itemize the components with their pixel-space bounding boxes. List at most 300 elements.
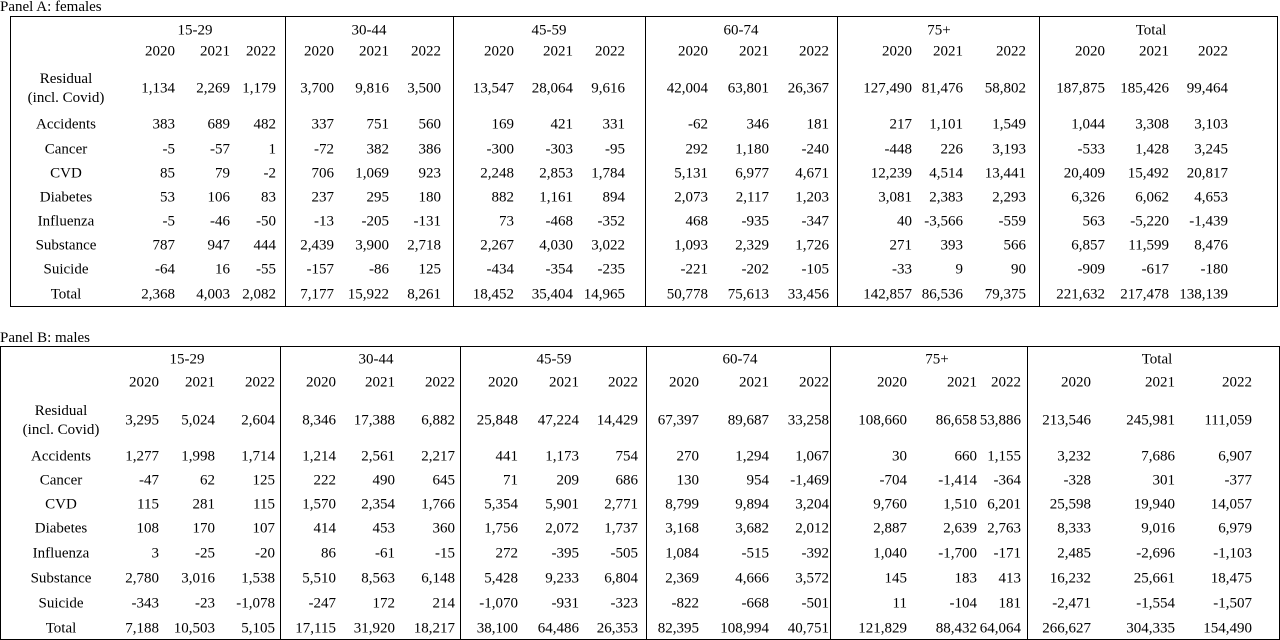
table-cell: -1,414: [938, 472, 977, 489]
table-cell: -617: [1141, 261, 1169, 278]
table-cell: -171: [993, 545, 1021, 562]
table-cell: 31,920: [353, 620, 395, 637]
table-cell: 1,538: [241, 570, 275, 587]
table-cell: 85: [160, 165, 175, 182]
table-cell: 1,510: [943, 496, 977, 513]
table-cell: -505: [610, 545, 638, 562]
table-cell: 13,547: [472, 80, 514, 97]
table-cell: 2,485: [1057, 545, 1091, 562]
table-cell: -909: [1077, 261, 1105, 278]
table-cell: -668: [741, 595, 769, 612]
table-cell: 1,161: [539, 189, 573, 206]
year-header: 2022: [799, 43, 829, 60]
table-cell: 1,093: [674, 237, 708, 254]
table-cell: 706: [311, 165, 334, 182]
table-cell: 3,682: [735, 520, 769, 537]
table-cell: 28,064: [531, 80, 573, 97]
table-cell: 1,714: [241, 448, 275, 465]
table-cell: 1,044: [1071, 116, 1105, 133]
table-cell: 3: [151, 545, 159, 562]
table-cell: 1,570: [302, 496, 336, 513]
table-cell: -61: [375, 545, 395, 562]
table-cell: 5,131: [674, 165, 708, 182]
age-group-header: 30-44: [351, 22, 387, 39]
table-cell: 1,155: [987, 448, 1021, 465]
group-divider: [646, 347, 647, 639]
table-cell: 40: [897, 213, 912, 230]
table-cell: 3,016: [181, 570, 215, 587]
table-cell: 1,134: [141, 80, 175, 97]
table-cell: 2,369: [665, 570, 699, 587]
table-cell: -1,439: [1189, 213, 1228, 230]
table-cell: 295: [366, 189, 389, 206]
table-cell: 6,062: [1135, 189, 1169, 206]
table-cell: 145: [884, 570, 907, 587]
table-cell: 271: [889, 237, 912, 254]
table-cell: 3,204: [795, 496, 829, 513]
table-cell: 4,030: [539, 237, 573, 254]
table-cell: -13: [314, 213, 334, 230]
table-cell: 1,067: [795, 448, 829, 465]
table-cell: 1,173: [545, 448, 579, 465]
row-label: Residual (incl. Covid): [22, 403, 100, 438]
table-cell: 154,490: [1203, 620, 1252, 637]
table-cell: 221,632: [1056, 286, 1105, 303]
row-label: Substance: [35, 237, 97, 254]
table-cell: 214: [432, 595, 455, 612]
year-header: 2021: [933, 43, 963, 60]
table-cell: 6,201: [987, 496, 1021, 513]
table-cell: 3,572: [795, 570, 829, 587]
table-cell: 3,081: [878, 189, 912, 206]
table-cell: 6,857: [1071, 237, 1105, 254]
table-cell: 1,277: [125, 448, 159, 465]
table-cell: 7,686: [1141, 448, 1175, 465]
table-cell: -343: [131, 595, 159, 612]
table-cell: 47,224: [537, 412, 579, 429]
table-cell: 20,817: [1186, 165, 1228, 182]
table-cell: -180: [1200, 261, 1228, 278]
table-cell: 181: [806, 116, 829, 133]
table-cell: 62: [200, 472, 215, 489]
table-cell: 108,660: [858, 412, 907, 429]
table-cell: 10,503: [173, 620, 215, 637]
table-cell: 2,887: [873, 520, 907, 537]
table-cell: -1,554: [1136, 595, 1175, 612]
table-cell: 71: [503, 472, 518, 489]
table-cell: 1,180: [735, 141, 769, 158]
table-cell: -931: [551, 595, 579, 612]
row-label: Accidents: [31, 448, 91, 465]
table-cell: 686: [615, 472, 638, 489]
age-group-header: 75+: [925, 351, 949, 368]
table-cell: 9,616: [591, 80, 625, 97]
table-cell: 121,829: [858, 620, 907, 637]
group-divider: [453, 17, 454, 306]
table-cell: 3,022: [591, 237, 625, 254]
table-cell: 125: [252, 472, 275, 489]
table-cell: -2: [263, 165, 276, 182]
table-cell: -131: [413, 213, 441, 230]
table-cell: 5,354: [484, 496, 518, 513]
table-cell: -1,103: [1213, 545, 1252, 562]
table-cell: 12,239: [870, 165, 912, 182]
table-cell: 9,016: [1141, 520, 1175, 537]
table-cell: 213,546: [1042, 412, 1091, 429]
table-cell: 1,428: [1135, 141, 1169, 158]
table-cell: 25,598: [1049, 496, 1091, 513]
year-header: 2020: [306, 374, 336, 391]
table-cell: 560: [418, 116, 441, 133]
table-cell: 2,604: [241, 412, 275, 429]
table-cell: 2,439: [300, 237, 334, 254]
table-cell: 894: [602, 189, 625, 206]
table-cell: 2,763: [987, 520, 1021, 537]
table-cell: -935: [741, 213, 769, 230]
table-cell: 337: [311, 116, 334, 133]
table-cell: 331: [602, 116, 625, 133]
table-cell: 16: [215, 261, 230, 278]
year-header: 2020: [678, 43, 708, 60]
table-cell: 8,346: [302, 412, 336, 429]
year-header: 2022: [991, 374, 1021, 391]
table-cell: 19,940: [1133, 496, 1175, 513]
age-group-header: 60-74: [722, 351, 758, 368]
table-cell: 9,233: [545, 570, 579, 587]
age-group-header: 60-74: [723, 22, 759, 39]
table-cell: 79: [215, 165, 230, 182]
year-header: 2020: [484, 43, 514, 60]
table-cell: 5,428: [484, 570, 518, 587]
table-cell: 453: [372, 520, 395, 537]
table-cell: 5,024: [181, 412, 215, 429]
year-header: 2022: [425, 374, 455, 391]
row-label: Influenza: [32, 545, 90, 562]
table-cell: 86,658: [935, 412, 977, 429]
table-cell: 50,778: [666, 286, 708, 303]
table-cell: -247: [308, 595, 336, 612]
table-cell: -448: [884, 141, 912, 158]
table-cell: 3,103: [1194, 116, 1228, 133]
table-cell: 2,639: [943, 520, 977, 537]
table-cell: -240: [801, 141, 829, 158]
table-cell: 8,799: [665, 496, 699, 513]
year-header: 2020: [129, 374, 159, 391]
table-cell: 490: [372, 472, 395, 489]
table-cell: 8,563: [361, 570, 395, 587]
table-cell: -205: [361, 213, 389, 230]
table-cell: 360: [432, 520, 455, 537]
year-header: 2022: [799, 374, 829, 391]
table-cell: 209: [556, 472, 579, 489]
table-cell: 2,269: [196, 80, 230, 97]
table-cell: -377: [1224, 472, 1252, 489]
table-cell: 108: [136, 520, 159, 537]
table-cell: 90: [1011, 261, 1026, 278]
year-header: 2020: [877, 374, 907, 391]
year-header: 2020: [488, 374, 518, 391]
table-cell: 304,335: [1126, 620, 1175, 637]
table-cell: 1,069: [355, 165, 389, 182]
table-cell: 2,368: [141, 286, 175, 303]
table-cell: 14,429: [596, 412, 638, 429]
table-cell: 63,801: [727, 80, 769, 97]
row-label: Residual (incl. Covid): [27, 71, 105, 106]
table-cell: 64,064: [979, 620, 1021, 637]
table-cell: 751: [366, 116, 389, 133]
table-cell: 2,354: [361, 496, 395, 513]
table-cell: 1,737: [604, 520, 638, 537]
table-cell: -533: [1077, 141, 1105, 158]
year-header: 2021: [365, 374, 395, 391]
table-cell: 1,214: [302, 448, 336, 465]
table-cell: 106: [207, 189, 230, 206]
table-cell: 115: [253, 496, 275, 513]
table-cell: 393: [940, 237, 963, 254]
table-cell: -1,078: [236, 595, 275, 612]
year-header: 2020: [669, 374, 699, 391]
table-cell: -515: [741, 545, 769, 562]
row-label: CVD: [50, 165, 82, 182]
table-cell: -1,700: [938, 545, 977, 562]
year-header: 2022: [245, 374, 275, 391]
table-cell: 4,003: [196, 286, 230, 303]
panel-b-table: [0, 346, 1280, 640]
table-cell: 183: [954, 570, 977, 587]
table-cell: 17,115: [295, 620, 336, 637]
table-cell: 2,293: [992, 189, 1026, 206]
row-label: Substance: [30, 570, 92, 587]
table-cell: 444: [253, 237, 276, 254]
table-cell: -46: [210, 213, 230, 230]
table-cell: 272: [495, 545, 518, 562]
year-header: 2021: [1139, 43, 1169, 60]
row-label: Diabetes: [39, 189, 93, 206]
table-cell: 222: [313, 472, 336, 489]
table-cell: 947: [207, 237, 230, 254]
table-cell: 6,148: [421, 570, 455, 587]
table-cell: 13,441: [984, 165, 1026, 182]
table-cell: 2,012: [795, 520, 829, 537]
table-cell: 2,073: [674, 189, 708, 206]
table-cell: 67,397: [657, 412, 699, 429]
year-header: 2020: [304, 43, 334, 60]
table-cell: 301: [1152, 472, 1175, 489]
table-cell: 142,857: [863, 286, 912, 303]
table-cell: -33: [892, 261, 912, 278]
table-cell: 1,040: [873, 545, 907, 562]
table-cell: 18,475: [1210, 570, 1252, 587]
table-cell: 468: [685, 213, 708, 230]
table-cell: 86: [321, 545, 336, 562]
table-cell: -559: [998, 213, 1026, 230]
table-cell: -62: [688, 116, 708, 133]
table-cell: 20,409: [1063, 165, 1105, 182]
table-cell: 3,700: [300, 80, 334, 97]
table-cell: 2,082: [242, 286, 276, 303]
row-label: CVD: [45, 496, 77, 513]
table-cell: -468: [545, 213, 573, 230]
table-cell: 217: [889, 116, 912, 133]
table-cell: 7,177: [300, 286, 334, 303]
table-cell: 53: [160, 189, 175, 206]
year-header: 2020: [1061, 374, 1091, 391]
table-cell: 266,627: [1042, 620, 1091, 637]
group-divider: [280, 347, 281, 639]
table-cell: -72: [314, 141, 334, 158]
table-cell: 1,084: [665, 545, 699, 562]
row-label: Accidents: [36, 116, 96, 133]
table-cell: 292: [685, 141, 708, 158]
table-cell: 4,671: [795, 165, 829, 182]
table-cell: 217,478: [1120, 286, 1169, 303]
table-cell: 3,308: [1135, 116, 1169, 133]
table-cell: 1: [268, 141, 276, 158]
year-header: 2021: [200, 43, 230, 60]
table-cell: 9,894: [735, 496, 769, 513]
table-cell: -3,566: [924, 213, 963, 230]
table-cell: 111,059: [1204, 412, 1252, 429]
table-cell: -704: [879, 472, 907, 489]
table-cell: -501: [801, 595, 829, 612]
table-cell: -1,469: [790, 472, 829, 489]
table-cell: 9,760: [873, 496, 907, 513]
table-cell: 2,267: [480, 237, 514, 254]
age-group-header: Total: [1135, 22, 1167, 39]
table-cell: -328: [1063, 472, 1091, 489]
group-divider: [830, 347, 831, 639]
table-cell: -235: [597, 261, 625, 278]
table-cell: 6,804: [604, 570, 638, 587]
row-label: Total: [50, 286, 82, 303]
table-cell: 17,388: [353, 412, 395, 429]
table-cell: -86: [369, 261, 389, 278]
table-cell: 4,514: [929, 165, 963, 182]
table-cell: 226: [940, 141, 963, 158]
row-label: Diabetes: [34, 520, 88, 537]
table-cell: 2,853: [539, 165, 573, 182]
table-cell: 172: [372, 595, 395, 612]
table-cell: 125: [418, 261, 441, 278]
table-cell: -55: [256, 261, 276, 278]
table-cell: -157: [306, 261, 334, 278]
table-cell: 81,476: [921, 80, 963, 97]
table-cell: 82,395: [657, 620, 699, 637]
table-cell: -95: [605, 141, 625, 158]
table-cell: -5: [162, 213, 175, 230]
table-cell: -105: [801, 261, 829, 278]
table-cell: 4,666: [735, 570, 769, 587]
table-cell: 566: [1003, 237, 1026, 254]
age-group-header: 15-29: [169, 351, 205, 368]
year-header: 2021: [543, 43, 573, 60]
table-cell: 3,168: [665, 520, 699, 537]
table-cell: 6,326: [1071, 189, 1105, 206]
table-cell: 185,426: [1120, 80, 1169, 97]
table-cell: 689: [207, 116, 230, 133]
year-header: 2021: [947, 374, 977, 391]
table-cell: 9,816: [355, 80, 389, 97]
table-cell: 2,329: [735, 237, 769, 254]
group-divider: [285, 17, 286, 306]
table-cell: 1,756: [484, 520, 518, 537]
table-cell: 954: [746, 472, 769, 489]
year-header: 2022: [996, 43, 1026, 60]
table-cell: 441: [495, 448, 518, 465]
table-cell: -434: [486, 261, 514, 278]
table-cell: 1,101: [929, 116, 963, 133]
table-cell: 237: [311, 189, 334, 206]
table-cell: -822: [671, 595, 699, 612]
table-cell: 9: [955, 261, 963, 278]
group-divider: [460, 347, 461, 639]
table-cell: 1,549: [992, 116, 1026, 133]
table-cell: 33,258: [787, 412, 829, 429]
table-cell: 3,193: [992, 141, 1026, 158]
year-header: 2022: [411, 43, 441, 60]
table-cell: 882: [491, 189, 514, 206]
table-cell: -1,507: [1213, 595, 1252, 612]
group-divider: [837, 17, 838, 306]
table-cell: 99,464: [1186, 80, 1228, 97]
table-cell: 14,057: [1210, 496, 1252, 513]
group-divider: [645, 17, 646, 306]
table-cell: 11: [892, 595, 907, 612]
table-cell: 15,922: [347, 286, 389, 303]
table-cell: 107: [252, 520, 275, 537]
table-cell: 1,998: [181, 448, 215, 465]
table-cell: 30: [892, 448, 907, 465]
table-cell: 11,599: [1128, 237, 1169, 254]
group-divider: [1027, 347, 1028, 639]
table-cell: -395: [551, 545, 579, 562]
table-cell: 187,875: [1056, 80, 1105, 97]
table-cell: 40,751: [787, 620, 829, 637]
table-cell: -392: [801, 545, 829, 562]
table-cell: 170: [192, 520, 215, 537]
table-cell: 83: [261, 189, 276, 206]
table-cell: 1,726: [795, 237, 829, 254]
year-header: 2021: [739, 374, 769, 391]
table-cell: -15: [435, 545, 455, 562]
table-cell: -5: [162, 141, 175, 158]
table-cell: 8,333: [1057, 520, 1091, 537]
age-group-header: Total: [1141, 351, 1173, 368]
table-cell: 42,004: [666, 80, 708, 97]
table-cell: 127,490: [863, 80, 912, 97]
table-cell: -352: [597, 213, 625, 230]
year-header: 2020: [882, 43, 912, 60]
year-header: 2020: [145, 43, 175, 60]
table-cell: 645: [432, 472, 455, 489]
table-cell: 33,456: [787, 286, 829, 303]
table-cell: 923: [418, 165, 441, 182]
year-header: 2022: [1198, 43, 1228, 60]
table-cell: -64: [155, 261, 175, 278]
table-cell: 16,232: [1049, 570, 1091, 587]
table-cell: 382: [366, 141, 389, 158]
table-cell: -1,070: [479, 595, 518, 612]
table-cell: -23: [195, 595, 215, 612]
table-cell: -300: [486, 141, 514, 158]
table-cell: 7,188: [125, 620, 159, 637]
table-cell: 270: [676, 448, 699, 465]
row-label: Total: [45, 620, 77, 637]
table-cell: 413: [998, 570, 1021, 587]
table-cell: 169: [491, 116, 514, 133]
table-cell: 3,232: [1057, 448, 1091, 465]
table-cell: 8,476: [1194, 237, 1228, 254]
